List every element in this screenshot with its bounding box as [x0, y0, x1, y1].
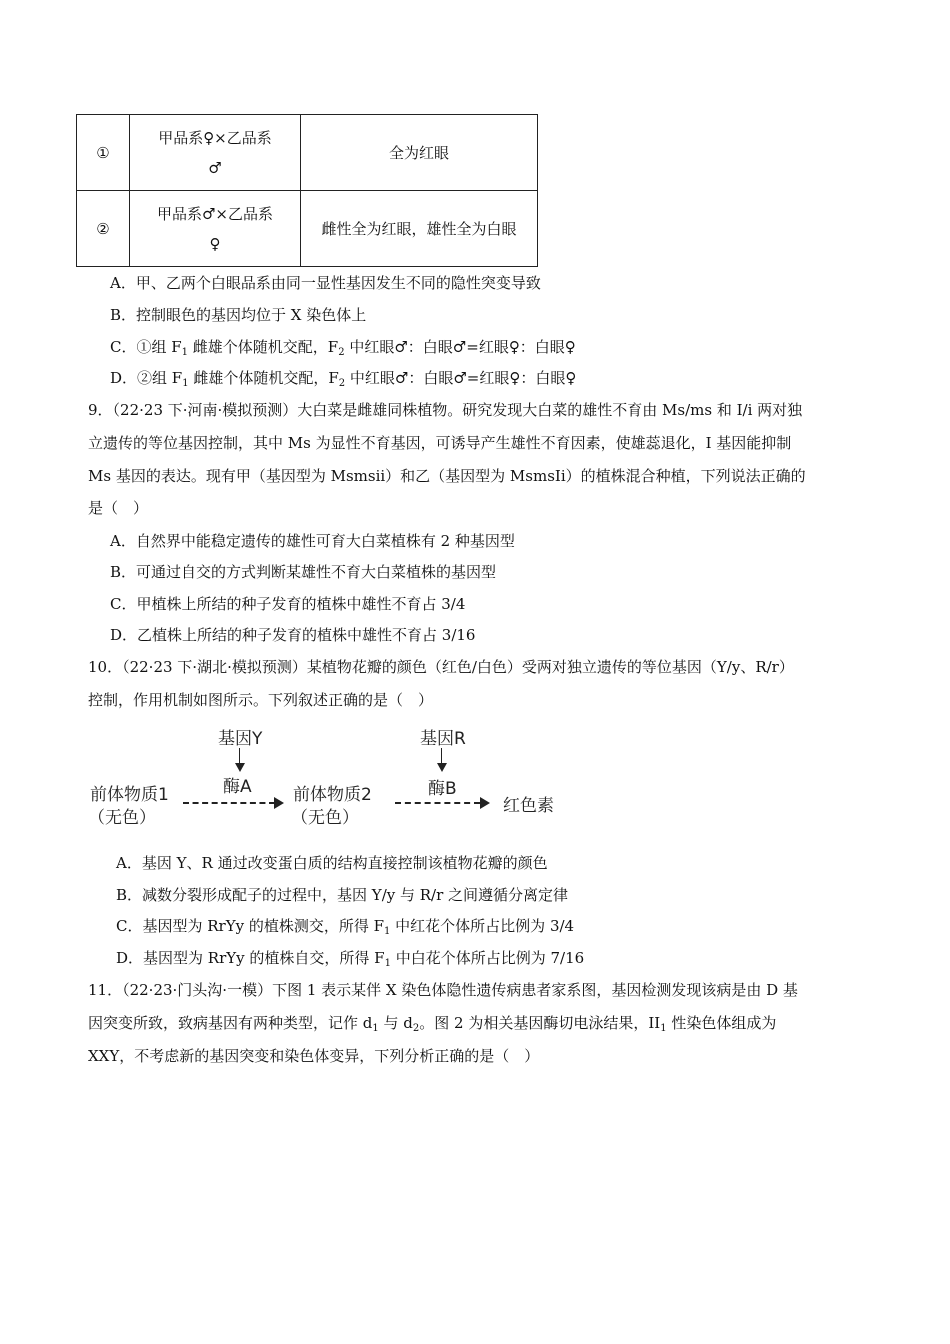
- table-row: [77, 191, 538, 267]
- text: 因突变所致，致病基因有两种类型，记作 d: [88, 1014, 373, 1032]
- product-label: 红色素: [503, 796, 554, 816]
- subscript: 1: [384, 958, 391, 969]
- q9-stem-line2: 立遗传的等位基因控制，其中 Ms 为显性不育基因，可诱导产生雄性不育因素，使雄蕊退化，I 基因能抑制: [88, 434, 792, 452]
- subscript: 1: [182, 378, 189, 389]
- q9-option-a: A．自然界中能稳定遗传的雄性可育大白菜植株有 2 种基因型: [110, 532, 515, 550]
- q9-option-b: B．可通过自交的方式判断某雄性不育大白菜植株的基因型: [110, 563, 497, 581]
- q10-option-d: [116, 948, 584, 968]
- subscript: 1: [181, 347, 189, 358]
- text: 中红花个体所占比例为 3/4: [390, 917, 575, 935]
- row-number: ②: [77, 191, 130, 267]
- cross-cell: [130, 191, 301, 267]
- result-cell: 雌性全为红眼，雄性全为白眼: [301, 191, 538, 267]
- cross-text-line2: ♀: [209, 234, 221, 253]
- arrow-head-down: [437, 763, 447, 772]
- gene-r-label: 基因R: [420, 729, 466, 749]
- arrow-1-dashed: [183, 802, 275, 804]
- q10-option-c: [116, 916, 574, 936]
- q9-stem-line1: 9．（22·23 下·河南·模拟预测）大白菜是雌雄同株植物。研究发现大白菜的雄性不育由 Ms/ms 和 I/i 两对独: [88, 401, 803, 419]
- cross-cell: [130, 115, 301, 191]
- text: D．②组 F: [110, 369, 183, 387]
- subscript: 1: [384, 926, 391, 937]
- precursor2-label: 前体物质2: [293, 785, 372, 805]
- text: 中红眼♂：白眼♂=红眼♀：白眼♀: [345, 369, 577, 387]
- enzyme-a-label: 酶A: [223, 777, 252, 797]
- q8-option-a: A．甲、乙两个白眼品系由同一显性基因发生不同的隐性突变导致: [110, 274, 541, 292]
- gene-y-label: 基因Y: [218, 729, 263, 749]
- q9-stem-line4: 是（ ）: [88, 499, 149, 517]
- cross-text-line1: 甲品系♀×乙品系: [158, 128, 272, 147]
- q9-option-d: D．乙植株上所结的种子发育的植株中雄性不育占 3/16: [110, 626, 476, 644]
- text: 性染色体组成为: [666, 1014, 777, 1032]
- arrow-y-down: [239, 748, 240, 764]
- q10-option-a: A．基因 Y、R 通过改变蛋白质的结构直接控制该植物花瓣的颜色: [116, 854, 548, 872]
- arrow-r-down: [441, 748, 442, 764]
- q11-stem-line3: XXY，不考虑新的基因突变和染色体变异，下列分析正确的是（ ）: [88, 1047, 540, 1065]
- text: 中白花个体所占比例为 7/16: [390, 949, 585, 967]
- q11-stem-line1: 11．（22·23·门头沟·一模）下图 1 表示某伴 X 染色体隐性遗传病患者家系图，基因检测发现该病是由 D 基: [88, 981, 798, 999]
- text: 雌雄个体随机交配，F: [188, 369, 339, 387]
- subscript: 1: [372, 1023, 379, 1034]
- subscript: 2: [338, 378, 346, 389]
- subscript: 2: [412, 1023, 420, 1034]
- text: 。图 2 为相关基因酶切电泳结果，II: [419, 1014, 661, 1032]
- result-cell: 全为红眼: [301, 115, 538, 191]
- q9-option-c: C．甲植株上所结的种子发育的植株中雄性不育占 3/4: [110, 595, 466, 613]
- q8-option-d: [110, 368, 576, 388]
- q8-option-b: B．控制眼色的基因均位于 X 染色体上: [110, 306, 367, 324]
- precursor2-note: （无色）: [291, 808, 359, 828]
- precursor1-label: 前体物质1: [90, 785, 169, 805]
- row-number: ①: [77, 115, 130, 191]
- cross-text-line2: ♂: [208, 158, 222, 177]
- text: 与 d: [378, 1014, 413, 1032]
- text: 中红眼♂：白眼♂=红眼♀：白眼♀: [344, 338, 576, 356]
- q10-option-b: B．减数分裂形成配子的过程中，基因 Y/y 与 R/r 之间遵循分离定律: [116, 886, 569, 904]
- q11-stem-line2: [88, 1013, 776, 1033]
- text: 雌雄个体随机交配，F: [188, 338, 339, 356]
- q10-stem-line2: 控制，作用机制如图所示。下列叙述正确的是（ ）: [88, 691, 434, 709]
- enzyme-b-label: 酶B: [428, 779, 457, 799]
- table-row: [77, 115, 538, 191]
- precursor1-note: （无色）: [88, 808, 156, 828]
- q9-stem-line3: Ms 基因的表达。现有甲（基因型为 Msmsii）和乙（基因型为 MsmsIi）的植株混合种植，下列说法正确的: [88, 467, 806, 485]
- q8-option-c: [110, 337, 576, 357]
- arrow-head-right: [480, 797, 490, 809]
- text: C．①组 F: [110, 338, 182, 356]
- text: C．基因型为 RrYy 的植株测交，所得 F: [116, 917, 385, 935]
- subscript: 2: [338, 347, 345, 358]
- text: D．基因型为 RrYy 的植株自交，所得 F: [116, 949, 385, 967]
- arrow-head-down: [235, 763, 245, 772]
- arrow-2-dashed: [395, 802, 480, 804]
- arrow-head-right: [274, 797, 284, 809]
- cross-text-line1: 甲品系♂×乙品系: [156, 204, 274, 223]
- q10-stem-line1: 10．（22·23 下·湖北·模拟预测）某植物花瓣的颜色（红色/白色）受两对独立遗传的等位基因（Y/y、R/r）: [88, 658, 794, 676]
- cross-results-table: [76, 114, 538, 267]
- subscript: 1: [660, 1023, 667, 1034]
